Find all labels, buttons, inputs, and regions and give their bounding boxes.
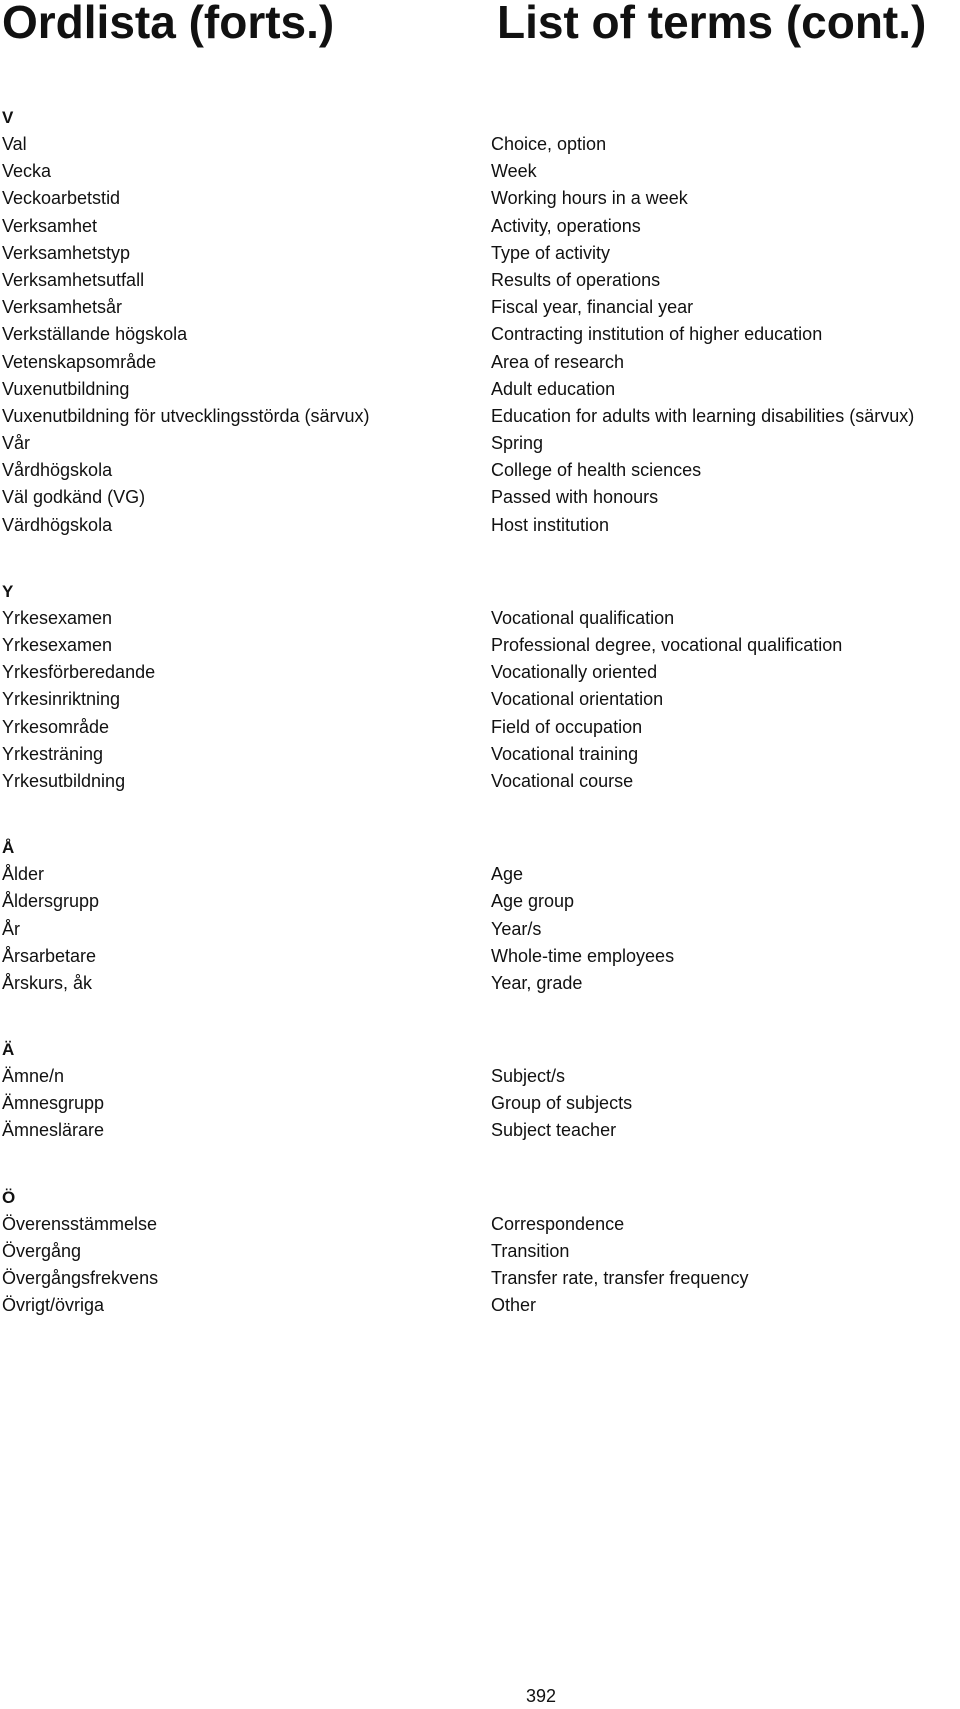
term-row [0, 403, 960, 430]
english-term: Vocational orientation [491, 689, 664, 710]
term-row [0, 943, 960, 970]
swedish-term: Årsarbetare [2, 945, 97, 966]
swedish-term: Årskurs, åk [2, 972, 93, 993]
term-row [0, 861, 960, 888]
english-term: Age [491, 864, 524, 885]
term-row [0, 1265, 960, 1292]
swedish-term: Övergångsfrekvens [2, 1268, 159, 1288]
glossary-section [0, 1185, 960, 1320]
english-term: Subject teacher [491, 1120, 617, 1141]
swedish-term: Verksamhetsår [2, 297, 123, 318]
english-term: Correspondence [491, 1213, 625, 1234]
swedish-term: Yrkesexamen [2, 635, 113, 655]
swedish-term: Åldersgrupp [2, 891, 100, 912]
english-term: Vocational course [491, 770, 634, 791]
swedish-term: Vårdhögskola [2, 460, 113, 481]
english-term: Transition [491, 1240, 570, 1261]
term-row [0, 512, 960, 539]
glossary-list [0, 105, 960, 1319]
english-term: Group of subjects [491, 1093, 633, 1114]
term-row [0, 714, 960, 741]
swedish-term: Verksamhet [2, 215, 98, 236]
term-row [0, 1211, 960, 1238]
term-row [0, 1292, 960, 1319]
swedish-term: Yrkesexamen [2, 607, 113, 628]
english-term: Contracting institution of higher education [491, 324, 823, 345]
term-row [0, 321, 960, 348]
term-row [0, 605, 960, 632]
swedish-term: Verksamhetsutfall [2, 269, 145, 290]
term-row [0, 213, 960, 240]
section-letter: Å [2, 838, 15, 858]
swedish-term: Val [2, 134, 27, 154]
swedish-term: Överensstämmelse [2, 1213, 158, 1234]
english-term: Professional degree, vocational qualification [491, 635, 843, 655]
swedish-term: Vuxenutbildning för utvecklingsstörda (särvux) [2, 405, 370, 426]
swedish-term: Vår [2, 433, 31, 454]
swedish-term: Övrigt/övriga [2, 1295, 105, 1316]
english-term: Transfer rate, transfer frequency [491, 1268, 749, 1288]
term-row [0, 267, 960, 294]
english-term: Vocationally oriented [491, 662, 658, 683]
english-term: Results of operations [491, 269, 661, 290]
glossary-section [0, 105, 960, 539]
swedish-term: Verkställande högskola [2, 324, 188, 345]
english-term: Field of occupation [491, 716, 643, 737]
swedish-term: Värdhögskola [2, 514, 113, 535]
term-row [0, 916, 960, 943]
english-term: Whole-time employees [491, 945, 675, 966]
term-row [0, 240, 960, 267]
section-letter: Y [2, 581, 14, 601]
page-title-swedish: Ordlista (forts.) [2, 0, 335, 48]
term-row [0, 158, 960, 185]
english-term: Subject/s [491, 1066, 566, 1087]
english-term: Type of activity [491, 242, 611, 263]
section-letter: V [2, 108, 14, 127]
english-term: Area of research [491, 351, 625, 372]
term-row [0, 1238, 960, 1265]
section-spacer [0, 1145, 960, 1185]
english-term: Year, grade [491, 972, 583, 993]
english-term: Adult education [491, 378, 616, 399]
english-term: Activity, operations [491, 215, 641, 236]
term-row [0, 1063, 960, 1090]
section-spacer [0, 997, 960, 1037]
english-term: Passed with honours [491, 487, 659, 508]
english-term: Week [491, 161, 537, 182]
english-term: Year/s [491, 918, 542, 939]
term-row [0, 185, 960, 212]
swedish-term: Veckoarbetstid [2, 188, 121, 209]
term-row [0, 1117, 960, 1144]
swedish-term: Vecka [2, 161, 52, 182]
term-row [0, 457, 960, 484]
english-term: Vocational qualification [491, 607, 675, 628]
term-row [0, 741, 960, 768]
english-term: College of health sciences [491, 460, 702, 481]
swedish-term: Yrkesområde [2, 716, 110, 737]
swedish-term: Övergång [2, 1240, 82, 1261]
swedish-term: År [2, 918, 20, 939]
english-term: Age group [491, 891, 575, 912]
term-row [0, 970, 960, 997]
term-row [0, 659, 960, 686]
term-row [0, 632, 960, 659]
english-term: Education for adults with learning disabilities (särvux) [491, 405, 915, 426]
glossary-section [0, 1037, 960, 1145]
swedish-term: Verksamhetstyp [2, 242, 131, 263]
english-term: Host institution [491, 514, 610, 535]
swedish-term: Ämne/n [2, 1066, 65, 1087]
section-spacer [0, 539, 960, 579]
swedish-term: Ämnesgrupp [2, 1093, 105, 1114]
swedish-term: Väl godkänd (VG) [2, 487, 146, 508]
term-row [0, 484, 960, 511]
swedish-term: Ålder [2, 864, 45, 885]
term-row [0, 768, 960, 795]
page-number: 392 [525, 1686, 557, 1706]
term-row [0, 131, 960, 158]
swedish-term: Vetenskapsområde [2, 351, 157, 372]
section-spacer [0, 795, 960, 835]
section-letter: Ä [2, 1040, 15, 1060]
english-term: Vocational training [491, 743, 639, 764]
swedish-term: Yrkesförberedande [2, 662, 156, 683]
section-letter: Ö [2, 1187, 16, 1207]
term-row [0, 376, 960, 403]
swedish-term: Yrkesutbildning [2, 770, 126, 791]
term-row [0, 1090, 960, 1117]
english-term: Spring [491, 433, 544, 454]
page-header [0, 0, 960, 60]
glossary-section [0, 835, 960, 997]
english-term: Fiscal year, financial year [491, 297, 694, 318]
english-term: Working hours in a week [491, 188, 688, 209]
glossary-section [0, 579, 960, 795]
swedish-term: Yrkesinriktning [2, 689, 121, 710]
term-row [0, 888, 960, 915]
english-term: Choice, option [491, 134, 607, 154]
term-row [0, 349, 960, 376]
term-row [0, 294, 960, 321]
swedish-term: Ämneslärare [2, 1120, 105, 1141]
term-row [0, 430, 960, 457]
page-title-english: List of terms (cont.) [497, 0, 927, 48]
swedish-term: Yrkesträning [2, 743, 104, 764]
swedish-term: Vuxenutbildning [2, 378, 130, 399]
term-row [0, 686, 960, 713]
english-term: Other [491, 1295, 537, 1316]
